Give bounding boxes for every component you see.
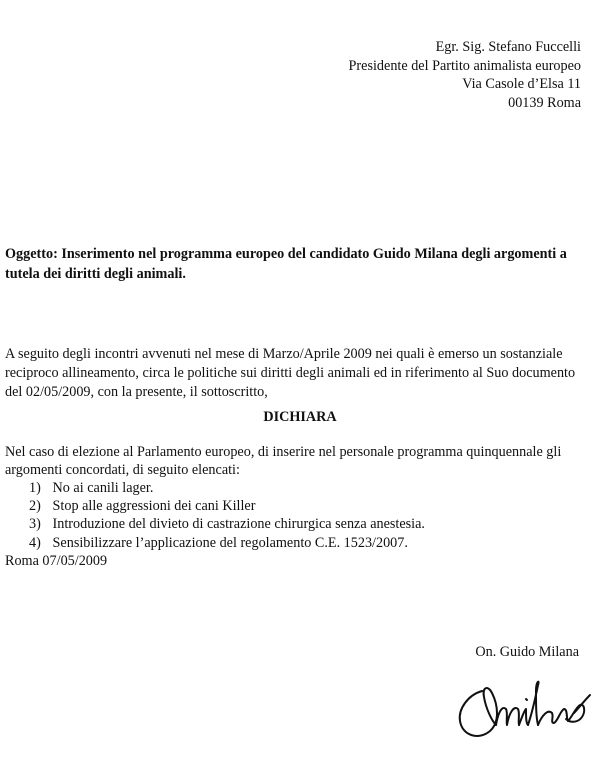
list-item [29,515,425,533]
subject-line: Oggetto: Inserimento nel programma europeo del candidato Guido Milana degli argomenti a tutela dei diritti degli animali. [5,246,567,282]
list-item [29,497,425,515]
commitments-list [29,479,425,552]
declaration-heading: DICHIARA [263,409,337,425]
recipient-city: 00139 Roma [508,94,581,111]
signer-name: On. Guido Milana [475,644,579,660]
declaration-paragraph: Nel caso di elezione al Parlamento europeo, di inserire nel personale programma quinquennale gli argomenti concordati, di seguito elencati: [5,444,562,478]
list-item-number: 4) [29,534,41,551]
list-item-text: Introduzione del divieto di castrazione chirurgica senza anestesia. [52,516,425,533]
intro-paragraph: A seguito degli incontri avvenuti nel mese di Marzo/Aprile 2009 nei quali è emerso un sostanziale reciproco allineamento, circa le politiche sui diritti degli animali ed in riferimento al Suo documento del 02/05/2009, con la presente, il sottoscritto, [5,346,576,400]
signature-icon [452,665,596,747]
list-item-number: 3) [29,516,41,533]
list-item-text: Stop alle aggressioni dei cani Killer [52,498,256,515]
recipient-street: Via Casole d’Elsa 11 [462,76,581,92]
recipient-address [349,38,581,112]
recipient-name: Egr. Sig. Stefano Fuccelli [435,39,581,55]
date-line: Roma 07/05/2009 [5,553,108,569]
list-item-text: No ai canili lager. [52,480,154,496]
list-item-number: 1) [29,480,41,496]
list-item [29,479,425,497]
recipient-title: Presidente del Partito animalista europeo [348,57,581,74]
list-item-text: Sensibilizzare l’applicazione del regolamento C.E. 1523/2007. [52,534,408,551]
list-item-number: 2) [29,498,41,515]
list-item [29,534,425,552]
